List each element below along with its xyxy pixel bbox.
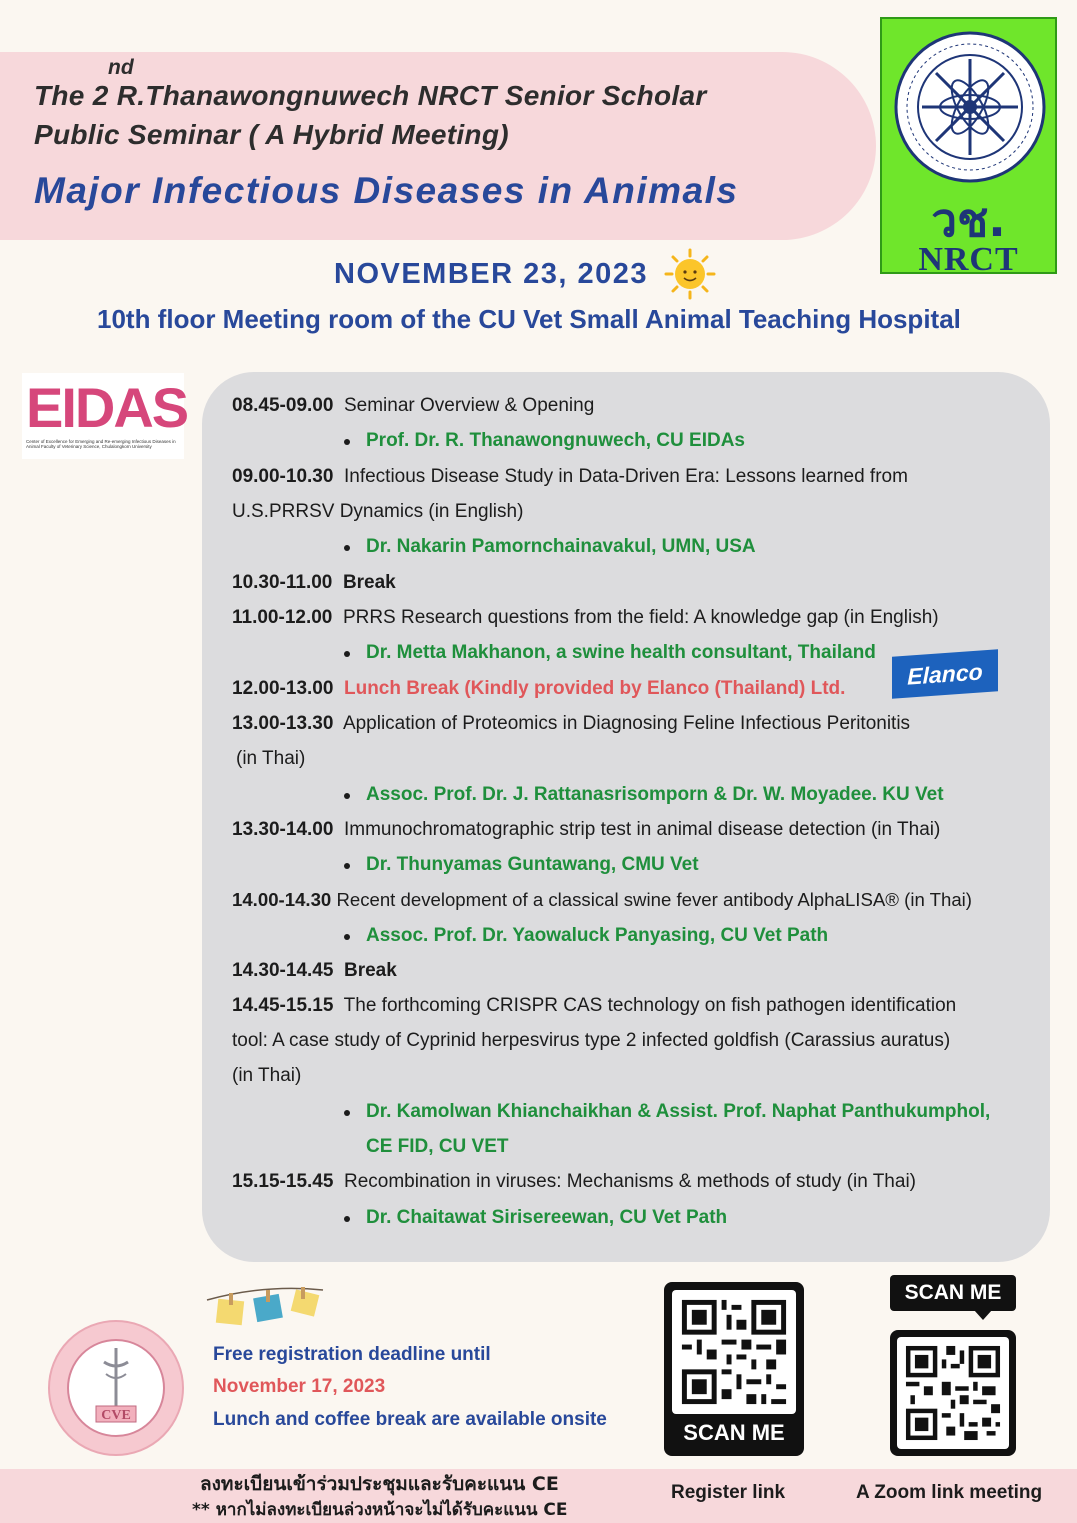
registration-deadline-label: Free registration deadline until bbox=[213, 1344, 491, 1365]
schedule-item-continued: tool: A case study of Cyprinid herpesvirus type 2 infected goldfish (Carassius auratus) bbox=[232, 1030, 951, 1051]
schedule-item: 12.00-13.00 Lunch Break (Kindly provided by Elanco (Thailand) Ltd. bbox=[232, 678, 846, 699]
cve-logo bbox=[46, 1318, 186, 1458]
register-link[interactable]: Register link bbox=[671, 1482, 786, 1503]
registration-deadline-date: November 17, 2023 bbox=[213, 1376, 386, 1397]
eidas-wordmark: EIDAS bbox=[26, 376, 188, 439]
schedule-item: 15.15-15.45 Recombination in viruses: Mechanisms & methods of study (in Thai) bbox=[232, 1171, 916, 1192]
seminar-topic-title: Major Infectious Diseases in Animals bbox=[34, 170, 739, 211]
ce-registration-note: ลงทะเบียนเข้าร่วมประชุมและรับคะแนน CE bbox=[200, 1473, 559, 1495]
ce-warning-note: ** หากไม่ลงทะเบียนล่วงหน้าจะไม่ได้รับคะแนน CE bbox=[192, 1500, 568, 1520]
nrct-logo bbox=[880, 17, 1057, 278]
schedule-item: 09.00-10.30 Infectious Disease Study in Data-Driven Era: Lessons learned from bbox=[232, 466, 908, 487]
speech-pointer bbox=[974, 1310, 992, 1320]
zoom-qr-code[interactable] bbox=[890, 1330, 1016, 1456]
schedule-item: 14.45-15.15 The forthcoming CRISPR CAS technology on fish pathogen identification bbox=[232, 995, 957, 1016]
schedule-item: 14.30-14.45 Break bbox=[232, 960, 397, 981]
seminar-series-title: The 2 R.Thanawongnuwech NRCT Senior Scholar bbox=[34, 80, 707, 111]
cve-letters: CVE bbox=[101, 1408, 131, 1423]
bullet bbox=[344, 1110, 350, 1116]
zoom-link[interactable]: A Zoom link meeting bbox=[856, 1482, 1043, 1503]
speaker: Assoc. Prof. Dr. J. Rattanasrisomporn & Dr. W. Moyadee. KU Vet bbox=[366, 784, 944, 805]
sticky-notes-icon bbox=[205, 1282, 325, 1332]
schedule-item: 13.00-13.30 Application of Proteomics in Diagnosing Feline Infectious Peritonitis bbox=[232, 713, 911, 734]
eidas-subtext: Center of Excellence for Emerging and Re-emerging Infectious Diseases in Animal Faculty of Veterinary Science, Chulalongkorn University bbox=[26, 439, 176, 449]
event-venue: 10th floor Meeting room of the CU Vet Small Animal Teaching Hospital bbox=[97, 304, 961, 334]
speaker: Dr. Metta Makhanon, a swine health consultant, Thailand bbox=[366, 642, 876, 663]
register-qr-code[interactable] bbox=[664, 1282, 804, 1456]
speaker: Assoc. Prof. Dr. Yaowaluck Panyasing, CU Vet Path bbox=[366, 925, 829, 946]
scan-me-label: SCAN ME bbox=[890, 1275, 1016, 1311]
schedule-item: 11.00-12.00 PRRS Research questions from the field: A knowledge gap (in English) bbox=[232, 607, 939, 628]
speaker: Dr. Kamolwan Khianchaikhan & Assist. Prof. Naphat Panthukumphol, bbox=[366, 1101, 991, 1122]
speaker: Prof. Dr. R. Thanawongnuwech, CU EIDAs bbox=[366, 430, 745, 451]
eidas-logo bbox=[22, 373, 188, 459]
speaker: Dr. Nakarin Pamornchainavakul, UMN, USA bbox=[366, 536, 756, 557]
bullet bbox=[344, 793, 350, 799]
speaker-continued: CE FID, CU VET bbox=[366, 1136, 509, 1157]
title-superscript: nd bbox=[108, 56, 134, 79]
bullet bbox=[344, 439, 350, 445]
qr-code-icon bbox=[672, 1290, 796, 1414]
speaker: Dr. Thunyamas Guntawang, CMU Vet bbox=[366, 854, 699, 875]
schedule-item-continued: (in Thai) bbox=[232, 1065, 302, 1086]
sun-icon bbox=[664, 248, 716, 300]
speaker: Dr. Chaitawat Sirisereewan, CU Vet Path bbox=[366, 1207, 728, 1228]
nrct-thai-abbr: วช. bbox=[931, 193, 1006, 247]
nrct-abbr: NRCT bbox=[918, 241, 1019, 278]
schedule-item: 10.30-11.00 Break bbox=[232, 572, 396, 593]
schedule-item-continued: (in Thai) bbox=[236, 748, 306, 769]
bullet bbox=[344, 934, 350, 940]
bullet bbox=[344, 863, 350, 869]
bullet bbox=[344, 651, 350, 657]
nrct-seal-icon bbox=[882, 19, 1055, 195]
seminar-series-subtitle: Public Seminar ( A Hybrid Meeting) bbox=[34, 119, 509, 150]
registration-note: Lunch and coffee break are available onsite bbox=[213, 1409, 607, 1430]
schedule-item-continued: U.S.PRRSV Dynamics (in English) bbox=[232, 501, 524, 522]
elanco-logo: Elanco bbox=[892, 649, 998, 698]
schedule-item: 14.00-14.30 Recent development of a classical swine fever antibody AlphaLISA® (in Thai) bbox=[232, 889, 972, 910]
schedule-item: 13.30-14.00 Immunochromatographic strip test in animal disease detection (in Thai) bbox=[232, 819, 941, 840]
bullet bbox=[344, 1216, 350, 1222]
bullet bbox=[344, 545, 350, 551]
schedule-item: 08.45-09.00 Seminar Overview & Opening bbox=[232, 395, 595, 416]
event-date: NOVEMBER 23, 2023 bbox=[334, 258, 649, 290]
scan-me-label: SCAN ME bbox=[683, 1420, 785, 1445]
qr-code-icon bbox=[897, 1337, 1009, 1449]
